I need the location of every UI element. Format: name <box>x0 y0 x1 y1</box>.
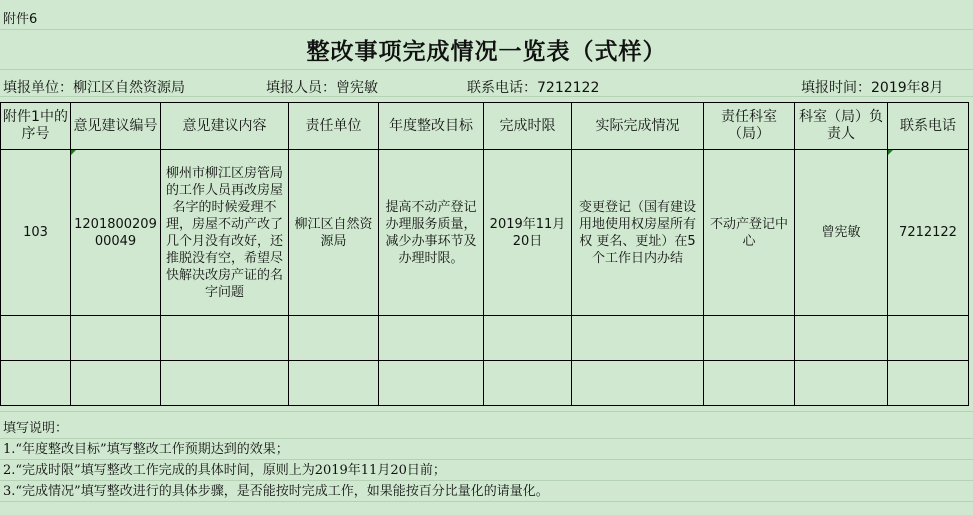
empty-cell[interactable] <box>379 361 484 406</box>
header-cell-phone[interactable]: 联系电话 <box>888 103 969 150</box>
empty-cell[interactable] <box>888 361 969 406</box>
empty-cell[interactable] <box>289 316 379 361</box>
note-line: 1.“年度整改目标”填写整改工作预期达到的效果； <box>3 442 289 457</box>
empty-cell[interactable] <box>71 316 161 361</box>
cell-leader[interactable]: 曾宪敏 <box>795 150 888 316</box>
filling-instructions <box>3 418 549 502</box>
header-cell-content[interactable]: 意见建议内容 <box>161 103 289 150</box>
info-person: 填报人员：曾宪敏 <box>266 80 378 96</box>
table-row <box>1 150 969 316</box>
cell-phone[interactable]: 7212122 <box>888 150 969 316</box>
info-date: 填报时间：2019年8月 <box>801 80 944 96</box>
empty-cell[interactable] <box>161 361 289 406</box>
page-title: 整改事项完成情况一览表（式样） <box>306 39 667 65</box>
notes-heading: 填写说明： <box>3 421 69 436</box>
table-row-empty <box>1 361 969 406</box>
empty-cell[interactable] <box>704 316 795 361</box>
info-phone: 联系电话：7212122 <box>467 80 600 96</box>
empty-cell[interactable] <box>289 361 379 406</box>
cell-dept[interactable]: 不动产登记中心 <box>704 150 795 316</box>
note-line: 2.“完成时限”填写整改工作完成的具体时间，原则上为2019年11月20日前； <box>3 463 446 478</box>
header-cell-leader[interactable]: 科室（局）负责人 <box>795 103 888 150</box>
cell-unit[interactable]: 柳江区自然资源局 <box>289 150 379 316</box>
header-cell-unit[interactable]: 责任单位 <box>289 103 379 150</box>
attachment-label: 附件6 <box>3 12 38 27</box>
empty-cell[interactable] <box>795 316 888 361</box>
empty-cell[interactable] <box>1 316 71 361</box>
note-line: 3.“完成情况”填写整改进行的具体步骤，是否能按时完成工作，如果能按百分比量化的请量化。 <box>3 484 549 499</box>
rectification-table <box>0 102 969 406</box>
empty-cell[interactable] <box>888 316 969 361</box>
cell-code[interactable]: 120180020900049 <box>71 150 161 316</box>
header-cell-seq[interactable]: 附件1中的序号 <box>1 103 71 150</box>
empty-cell[interactable] <box>71 361 161 406</box>
header-cell-goal[interactable]: 年度整改目标 <box>379 103 484 150</box>
empty-cell[interactable] <box>795 361 888 406</box>
cell-seq[interactable]: 103 <box>1 150 71 316</box>
empty-cell[interactable] <box>572 361 704 406</box>
empty-cell[interactable] <box>484 316 572 361</box>
cell-deadline[interactable]: 2019年11月20日 <box>484 150 572 316</box>
empty-cell[interactable] <box>161 316 289 361</box>
cell-actual[interactable]: 变更登记（国有建设用地使用权房屋所有权 更名、更址）在5个工作日内办结 <box>572 150 704 316</box>
empty-cell[interactable] <box>379 316 484 361</box>
cell-content[interactable]: 柳州市柳江区房管局的工作人员再改房屋名字的时候爱理不理，房屋不动产改了几个月没有改好，还推脱没有空，希望尽快解决改房产证的名字问题 <box>161 150 289 316</box>
empty-cell[interactable] <box>572 316 704 361</box>
info-unit: 填报单位：柳江区自然资源局 <box>3 80 185 96</box>
empty-cell[interactable] <box>1 361 71 406</box>
empty-cell[interactable] <box>704 361 795 406</box>
header-cell-dept[interactable]: 责任科室（局） <box>704 103 795 150</box>
cell-goal[interactable]: 提高不动产登记办理服务质量，减少办事环节及办理时限。 <box>379 150 484 316</box>
header-cell-deadline[interactable]: 完成时限 <box>484 103 572 150</box>
empty-cell[interactable] <box>484 361 572 406</box>
table-row-empty <box>1 316 969 361</box>
header-cell-code[interactable]: 意见建议编号 <box>71 103 161 150</box>
header-row <box>1 103 969 150</box>
header-cell-actual[interactable]: 实际完成情况 <box>572 103 704 150</box>
